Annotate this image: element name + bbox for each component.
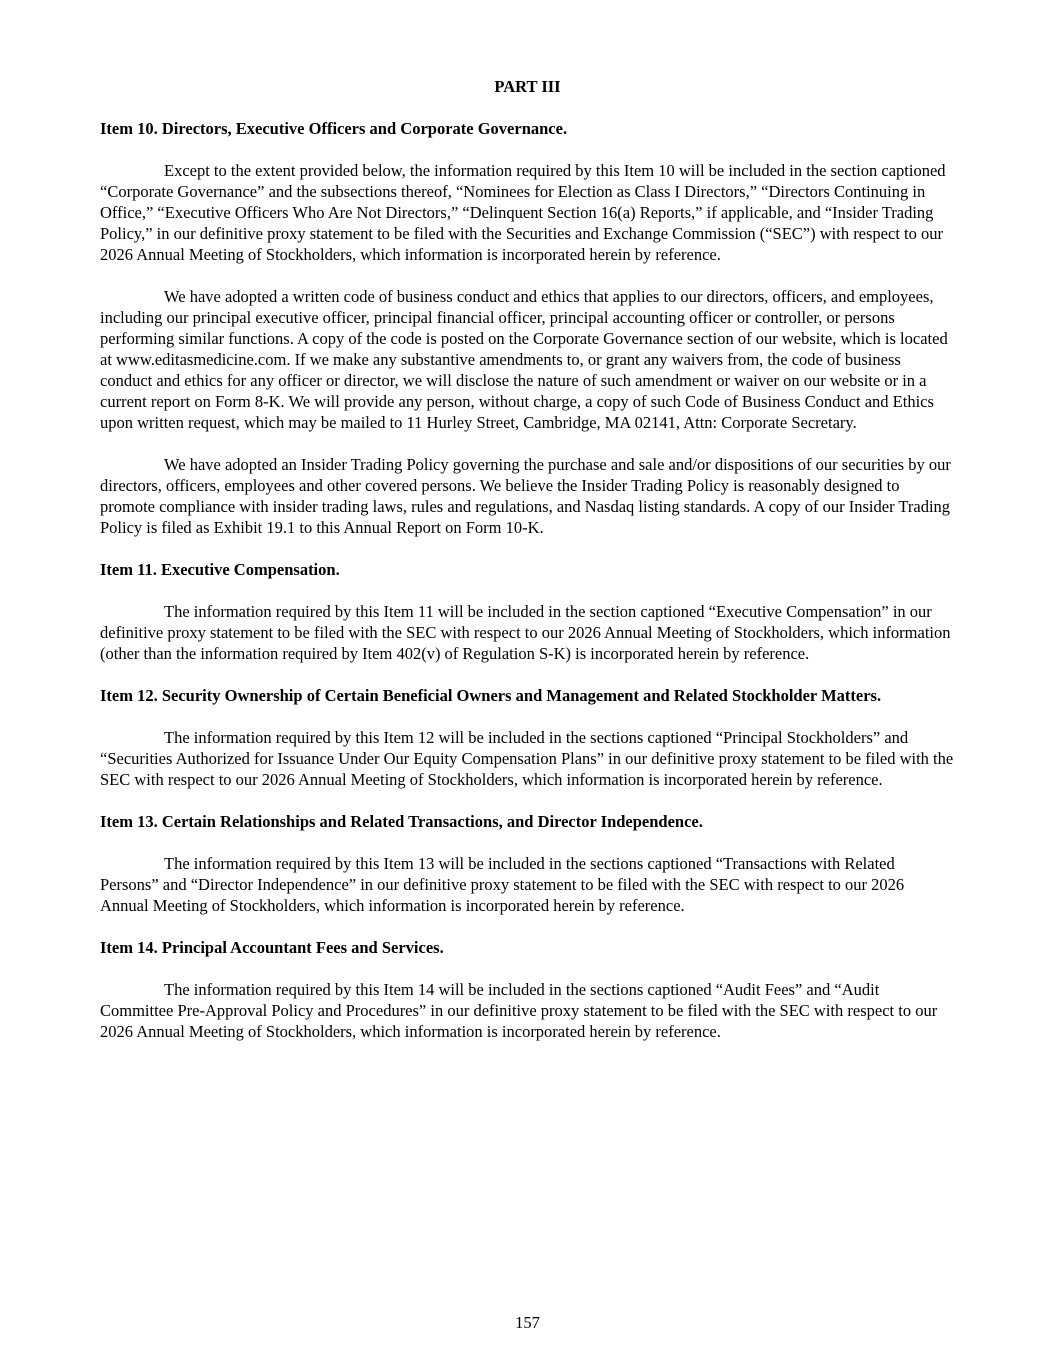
paragraph: Except to the extent provided below, the information required by this Item 10 will be included in the section captioned “Corporate Governance” and the subsections thereof, “Nominees for Election as Class I Directors,” “Directors Continuing in Office,” “Executive Officers Who Are Not Directors,” “Delinquent Section 16(a) Reports,” if applicable, and “Insider Trading Policy,” in our definitive proxy statement to be filed with the Securities and Exchange Commission (“SEC”) with respect to our 2026 Annual Meeting of Stockholders, which information is incorporated herein by reference. (100, 161, 946, 264)
section-item-10 (100, 118, 955, 538)
section-item-12 (100, 685, 955, 790)
section-item-14 (100, 937, 955, 1042)
paragraph: We have adopted a written code of business conduct and ethics that applies to our directors, officers, and employees, including our principal executive officer, principal financial officer, principal accounting officer or controller, or persons performing similar functions. A copy of the code is posted on the Corporate Governance section of our website, which is located at www.editasmedicine.com. If we make any substantive amendments to, or grant any waivers from, the code of business conduct and ethics for any officer or director, we will disclose the nature of such amendment or waiver on our website or in a current report on Form 8-K. We will provide any person, without charge, a copy of such Code of Business Conduct and Ethics upon written request, which may be mailed to 11 Hurley Street, Cambridge, MA 02141, Attn: Corporate Secretary. (100, 287, 948, 432)
item-12-heading: Item 12. Security Ownership of Certain Beneficial Owners and Management and Related Stockholder Matters. (100, 686, 882, 705)
part-title: PART III (494, 77, 561, 96)
paragraph: The information required by this Item 13 will be included in the sections captioned “Transactions with Related Persons” and “Director Independence” in our definitive proxy statement to be filed with the SEC with respect to our 2026 Annual Meeting of Stockholders, which information is incorporated herein by reference. (100, 854, 905, 915)
item-14-heading: Item 14. Principal Accountant Fees and Services. (100, 938, 444, 957)
item-11-heading: Item 11. Executive Compensation. (100, 560, 340, 579)
paragraph: The information required by this Item 12 will be included in the sections captioned “Principal Stockholders” and “Securities Authorized for Issuance Under Our Equity Compensation Plans” in our definitive proxy statement to be filed with the SEC with respect to our 2026 Annual Meeting of Stockholders, which information is incorporated herein by reference. (100, 728, 954, 789)
page-number: 157 (515, 1313, 540, 1332)
paragraph: We have adopted an Insider Trading Policy governing the purchase and sale and/or dispositions of our securities by our directors, officers, employees and other covered persons. We believe the Insider Trading Policy is reasonably designed to promote compliance with insider trading laws, rules and regulations, and Nasdaq listing standards. A copy of our Insider Trading Policy is filed as Exhibit 19.1 to this Annual Report on Form 10-K. (100, 455, 951, 537)
paragraph: The information required by this Item 14 will be included in the sections captioned “Audit Fees” and “Audit Committee Pre-Approval Policy and Procedures” in our definitive proxy statement to be filed with the SEC with respect to our 2026 Annual Meeting of Stockholders, which information is incorporated herein by reference. (100, 980, 938, 1041)
section-item-13 (100, 811, 955, 916)
section-item-11 (100, 559, 955, 664)
item-13-heading: Item 13. Certain Relationships and Related Transactions, and Director Independence. (100, 812, 703, 831)
item-10-heading: Item 10. Directors, Executive Officers and Corporate Governance. (100, 119, 568, 138)
paragraph: The information required by this Item 11 will be included in the section captioned “Executive Compensation” in our definitive proxy statement to be filed with the SEC with respect to our 2026 Annual Meeting of Stockholders, which information (other than the information required by Item 402(v) of Regulation S-K) is incorporated herein by reference. (100, 602, 951, 663)
